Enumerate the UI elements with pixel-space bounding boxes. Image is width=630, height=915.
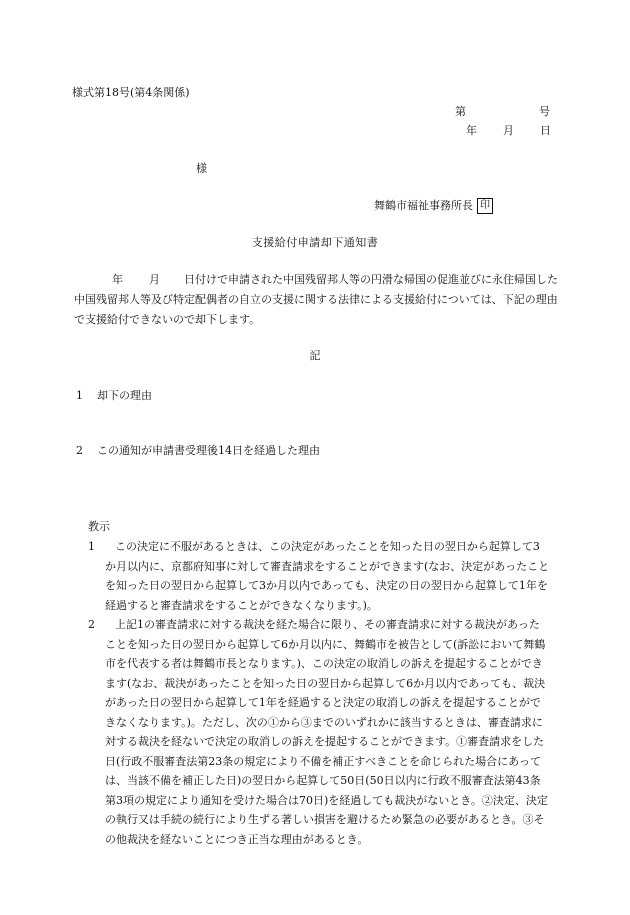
instruction-item <box>88 615 550 849</box>
sender-block <box>374 198 493 214</box>
ki-heading: 記 <box>309 349 321 362</box>
body-month-label: 月 <box>149 273 160 286</box>
sender-name: 舞鶴市福祉事務所長 <box>374 199 473 212</box>
date-month-label: 月 <box>503 124 514 137</box>
instruction-item-number: 1 <box>88 540 95 553</box>
delay-reason-number: 2 <box>76 444 83 457</box>
form-number: 様式第18号(第4条関係) <box>72 86 190 99</box>
document-number-prefix: 第 <box>455 105 466 118</box>
instruction-item <box>88 537 550 615</box>
instruction-heading: 教示 <box>88 520 110 533</box>
body-text: 日付けで申請された中国残留邦人等の円滑な帰国の促進並びに永住帰国した中国残留邦人等及び特定配偶者の自立の支援に関する法律による支援給付については、下記の理由で支援給付できないので却下します。 <box>74 273 558 326</box>
document-title: 支援給付申請却下通知書 <box>251 236 379 249</box>
document-number-suffix: 号 <box>539 105 550 118</box>
delay-reason-label: この通知が申請書受理後14日を経過した理由 <box>97 444 320 457</box>
notice-body <box>74 270 558 330</box>
delay-reason-item <box>76 443 320 459</box>
reason-item-label: 却下の理由 <box>97 389 152 402</box>
reason-item-number: 1 <box>76 389 83 402</box>
instruction-item-number: 2 <box>88 618 95 631</box>
body-year-label: 年 <box>112 273 123 286</box>
addressee-honorific: 様 <box>196 162 207 175</box>
date-year-label: 年 <box>466 124 477 137</box>
date-day-label: 日 <box>540 124 551 137</box>
seal-stamp: 印 <box>477 198 493 214</box>
instruction-item-text: この決定に不服があるときは、この決定があったことを知った日の翌日から起算して3か月以内に、京都府知事に対して審査請求をすることができます(なお、決定があったことを知った日の翌日から起算して3か月以内であっても、決定の日の翌日から起算して1年を経過すると審査請求をすることができなくなります。)。 <box>105 540 550 612</box>
instruction-item-text: 上記1の審査請求に対する裁決を経た場合に限り、その審査請求に対する裁決があったことを知った日の翌日から起算して6か月以内に、舞鶴市を被告として(訴訟において舞鶴市を代表する者は舞鶴市長となります。)、この決定の取消しの訴えを提起することができます(なお、裁決があったことを知った日の翌日から起算して6か月以内であっても、裁決があった日の翌日から起算して1年を経過すると決定の取消しの訴えを提起することができなくなります。)。ただし、次の①から③までのいずれかに該当するときは、審査請求に対する裁決を経ないで決定の取消しの訴えを提起することができます。①審査請求をした日(行政不服審査法第23条の規定により不備を補正すべきことを命じられた場合にあっては、当該不備を補正した日)の翌日から起算して50日(50日以内に行政不服審査法第43条第3項の規定により通知を受けた場合は70日)を経過しても裁決がないとき。②決定、決定の執行又は手続の続行により生ずる著しい損害を避けるため緊急の必要があるとき。③その他裁決を経ないことにつき正当な理由があるとき。 <box>105 618 548 846</box>
reason-item <box>76 388 152 404</box>
